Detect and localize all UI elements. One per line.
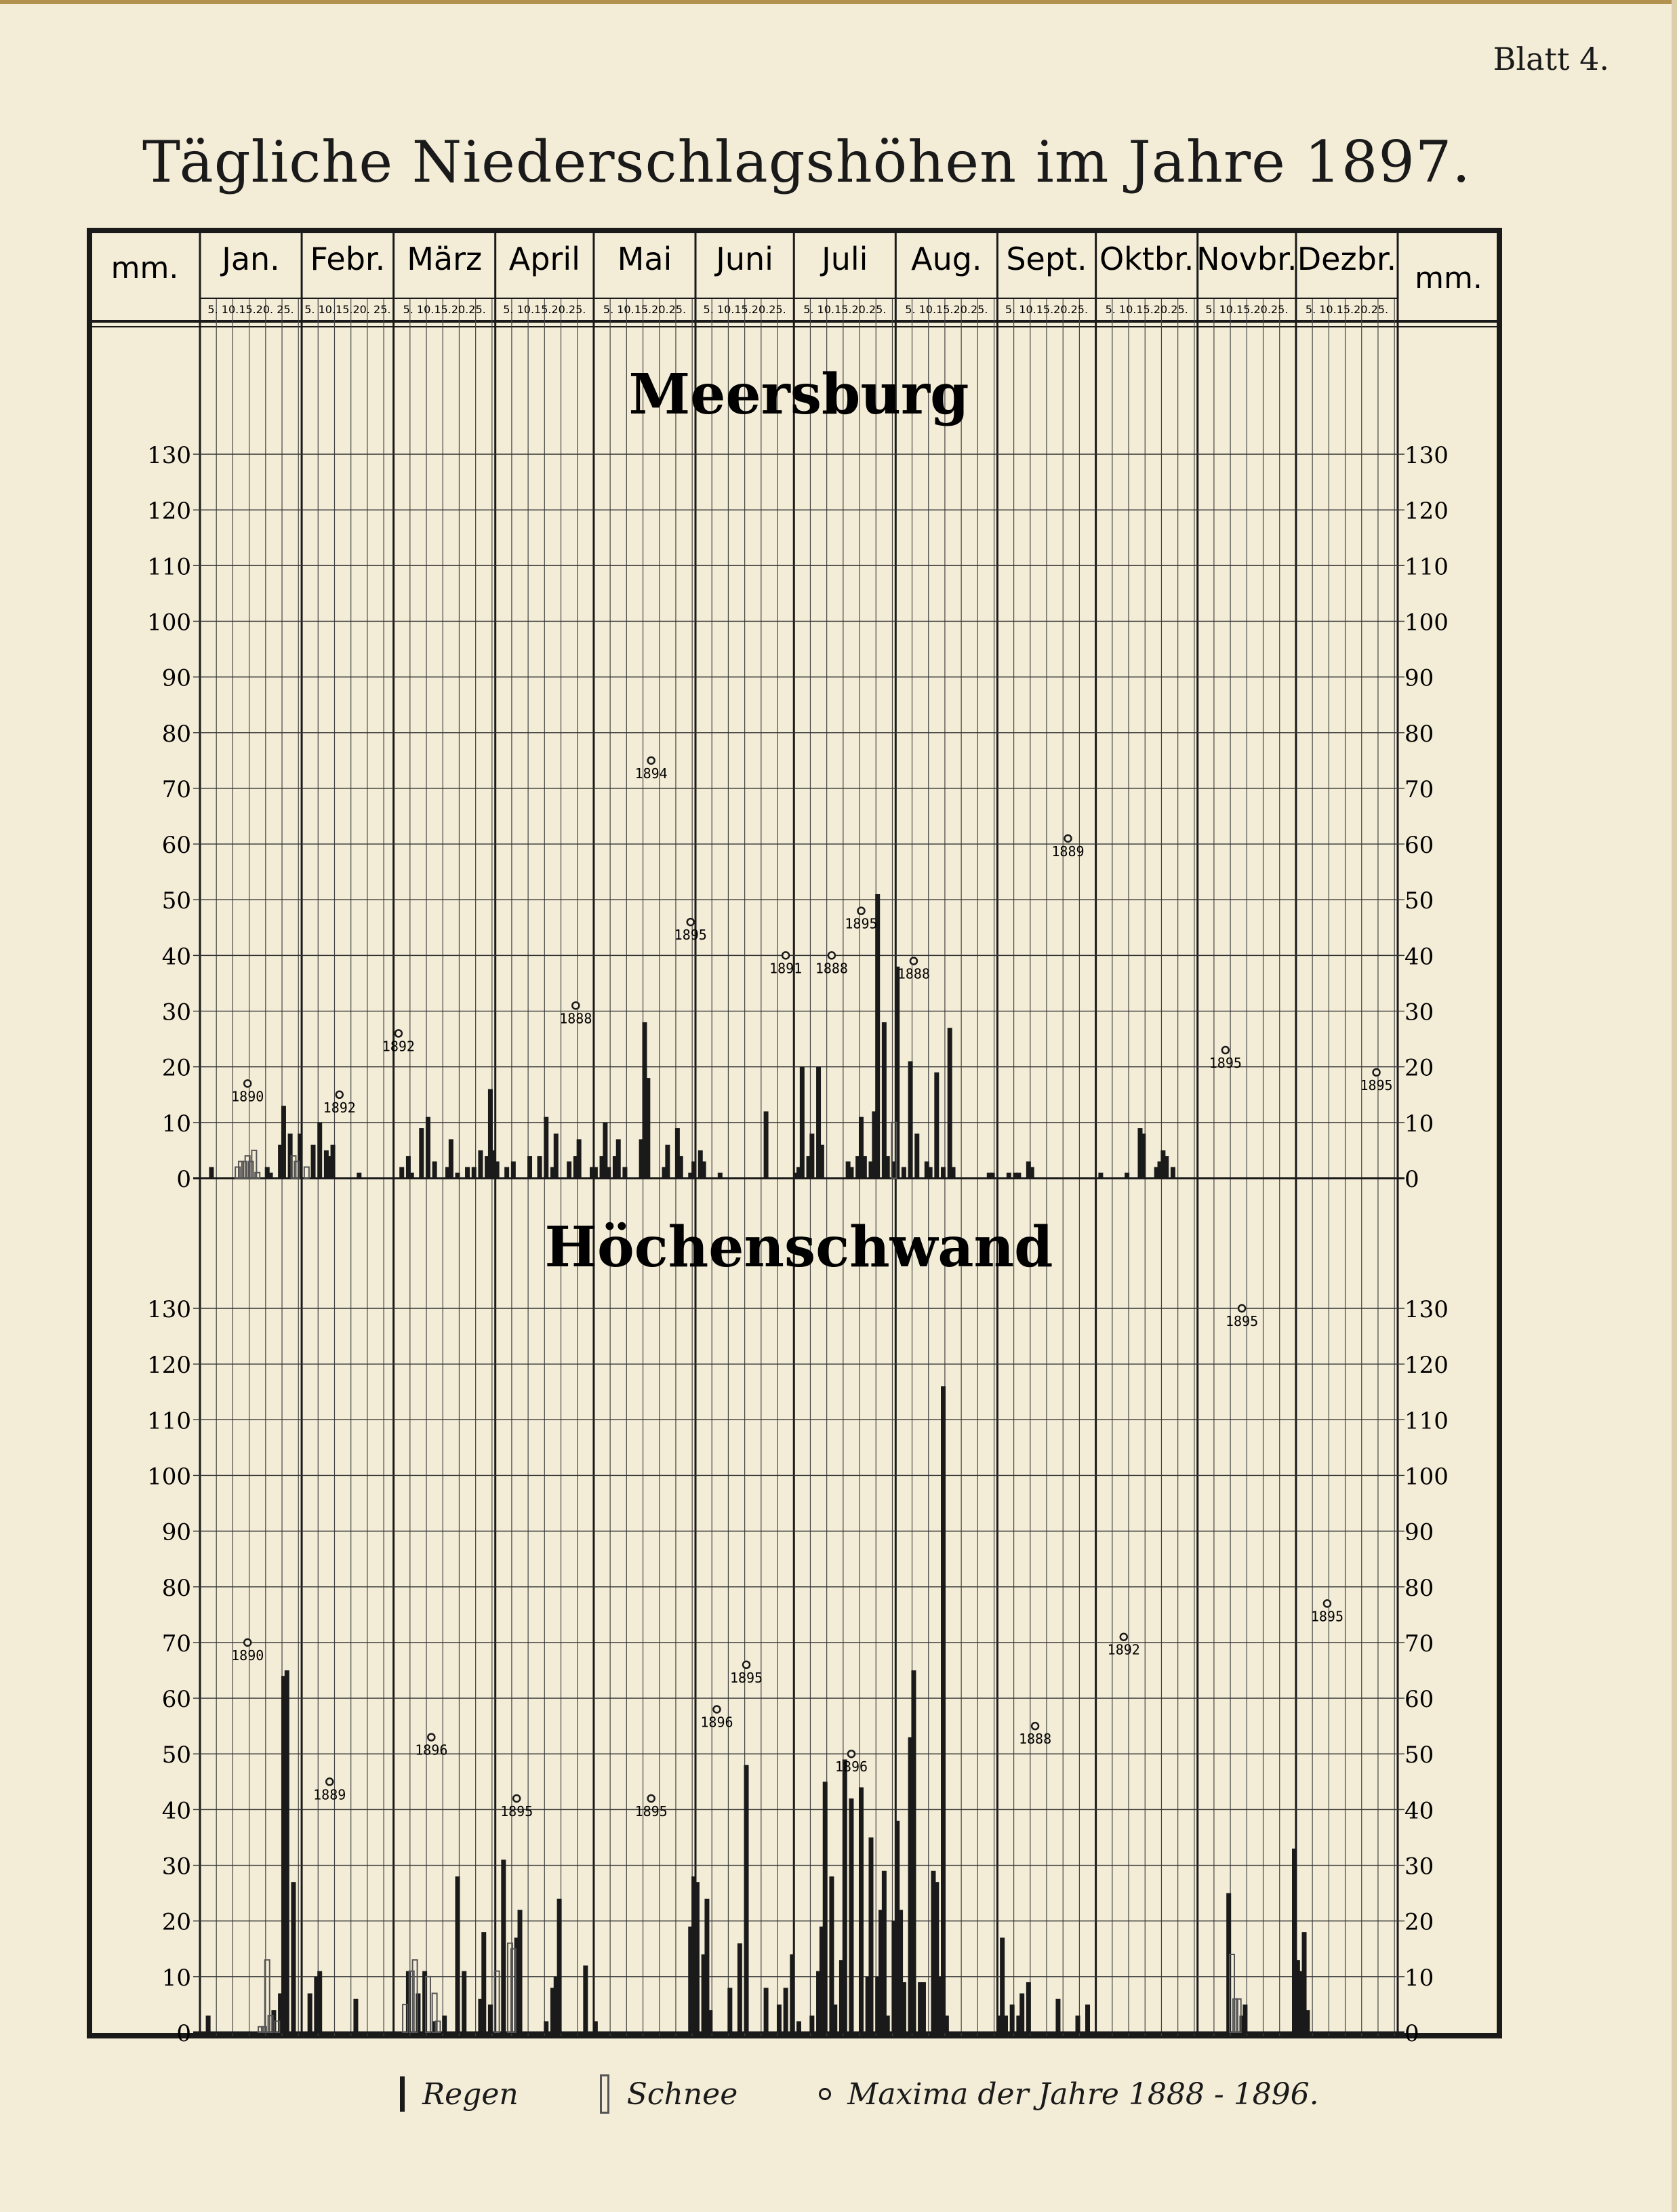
rain-bar <box>317 1123 322 1178</box>
rain-bar <box>885 1156 890 1178</box>
maxima-year-label: 1892 <box>323 1099 356 1116</box>
maxima-marker <box>336 1091 343 1098</box>
rain-bar <box>504 1167 509 1178</box>
rain-bar <box>911 1670 916 2032</box>
rain-bar <box>764 1111 769 1178</box>
station-title: Meersburg <box>628 362 969 427</box>
month-label: Dezbr. <box>1297 241 1397 277</box>
y-tick-label-right: 130 <box>1405 442 1449 469</box>
y-tick-label-right: 110 <box>1405 1407 1449 1435</box>
rain-bar <box>882 1871 887 2032</box>
legend-maxima <box>819 2077 1318 2112</box>
y-tick-label-right: 70 <box>1405 776 1434 803</box>
month-label: Aug. <box>911 241 982 277</box>
y-tick-label-right: 60 <box>1405 1686 1434 1714</box>
y-tick-label-left: 0 <box>176 2020 191 2047</box>
maxima-year-label: 1895 <box>845 915 878 932</box>
maxima-year-label: 1888 <box>897 965 931 982</box>
y-tick-label-left: 80 <box>161 1574 191 1602</box>
rain-bar <box>738 1944 742 2032</box>
maxima-year-label: 1888 <box>815 960 848 977</box>
y-tick-label-right: 70 <box>1405 1630 1434 1657</box>
unit-label-right: mm. <box>1415 261 1482 296</box>
rain-bar <box>426 1117 430 1178</box>
maxima-year-label: 1896 <box>834 1758 868 1775</box>
rain-bar <box>914 1133 919 1178</box>
rain-bar <box>478 1150 483 1178</box>
y-tick-label-right: 110 <box>1405 553 1449 581</box>
rain-bar <box>308 1993 312 2032</box>
rain-bar <box>331 1145 336 1178</box>
rain-bar <box>902 1982 906 2032</box>
rain-bar <box>1098 1173 1103 1178</box>
maxima-year-label: 1888 <box>559 1010 592 1027</box>
maxima-marker <box>513 1795 520 1802</box>
rain-bar <box>583 1965 588 2032</box>
rain-bar <box>1019 1993 1024 2032</box>
maxima-marker <box>848 1750 855 1757</box>
rain-bar <box>820 1145 824 1178</box>
month-label: April <box>508 241 580 277</box>
maxima-year-label: 1896 <box>415 1742 448 1758</box>
rain-bar <box>353 1999 358 2032</box>
month-day-ticks: 5. 10.15.20.25. <box>503 303 586 316</box>
maxima-marker <box>1222 1047 1229 1053</box>
rain-bar <box>462 1971 466 2032</box>
rain-bar <box>832 2005 837 2032</box>
month-day-ticks: 5. 10.15.20.25. <box>1105 303 1188 316</box>
rain-bar <box>291 1882 296 2032</box>
rain-bar <box>1026 1982 1031 2032</box>
rain-bar <box>1141 1133 1146 1178</box>
rain-bar <box>790 1954 794 2032</box>
y-tick-label-left: 10 <box>161 1110 191 1138</box>
rain-bar <box>206 2015 211 2032</box>
maxima-year-label: 1895 <box>634 1803 668 1819</box>
y-tick-label-left: 120 <box>147 498 191 525</box>
month-day-ticks: 5. 10.15.20.25. <box>403 303 486 316</box>
maxima-marker <box>648 757 655 764</box>
rain-bar <box>944 2015 949 2032</box>
y-tick-label-left: 40 <box>161 943 191 971</box>
y-tick-label-right: 90 <box>1405 664 1434 692</box>
month-day-ticks: 5. 10.15.20.25. <box>803 303 887 316</box>
y-tick-label-left: 50 <box>161 1742 191 1769</box>
unit-label-left: mm. <box>110 251 179 285</box>
y-tick-label-left: 40 <box>161 1797 191 1825</box>
rain-bar <box>809 2015 814 2032</box>
month-day-ticks: 5. 10.15.20.25. <box>905 303 988 316</box>
y-tick-label-left: 100 <box>147 609 191 637</box>
y-tick-label-right: 100 <box>1405 1463 1449 1491</box>
maxima-marker <box>326 1778 333 1785</box>
rain-bar <box>432 2022 437 2032</box>
y-tick-label-right: 120 <box>1405 1352 1449 1380</box>
month-label: Mai <box>617 241 672 277</box>
legend-rain-label: Regen <box>422 2076 519 2112</box>
maxima-marker <box>1373 1069 1380 1076</box>
maxima-marker <box>713 1706 720 1713</box>
maxima-marker <box>1120 1634 1127 1641</box>
chart-grid <box>200 230 1398 2036</box>
rain-bar <box>849 1798 853 2032</box>
maxima-marker <box>244 1080 251 1087</box>
rain-bar <box>593 1167 598 1178</box>
rain-bar <box>823 1782 828 2032</box>
maxima-year-label: 1890 <box>231 1088 264 1105</box>
y-tick-label-right: 10 <box>1405 1964 1434 1992</box>
y-tick-label-left: 30 <box>161 999 191 1026</box>
y-tick-label-right: 80 <box>1405 1574 1434 1602</box>
y-tick-label-left: 70 <box>161 1630 191 1657</box>
rain-bar <box>442 2015 447 2032</box>
maxima-marker <box>572 1002 579 1009</box>
maxima-marker <box>828 952 835 959</box>
maxima-marker <box>743 1662 750 1668</box>
rain-bar <box>1125 1173 1129 1178</box>
rain-bar <box>928 1167 933 1178</box>
maxima-marker <box>244 1639 251 1646</box>
maxima-year-label: 1895 <box>1310 1608 1344 1625</box>
month-header <box>111 241 1482 316</box>
rain-bar <box>501 1859 506 2032</box>
y-tick-label-left: 90 <box>161 664 191 692</box>
rain-bar <box>465 1167 470 1178</box>
rain-bar <box>285 1670 289 2032</box>
legend-rain <box>400 2076 519 2112</box>
rain-bar <box>409 1173 414 1178</box>
rain-bar <box>1305 2010 1310 2032</box>
maxima-marker <box>1324 1600 1331 1607</box>
month-day-ticks: 5. 10.15.20.25. <box>1205 303 1289 316</box>
rain-bar <box>406 1971 411 2032</box>
y-tick-label-right: 30 <box>1405 999 1434 1026</box>
rain-bar <box>456 1173 460 1178</box>
y-tick-label-right: 120 <box>1405 498 1449 525</box>
rain-bar <box>557 1899 562 2032</box>
y-tick-label-left: 30 <box>161 1853 191 1881</box>
rain-bar <box>908 1061 913 1178</box>
rain-bar <box>419 1128 424 1178</box>
rain-bar <box>567 1161 571 1178</box>
rain-bar <box>422 1971 427 2032</box>
maxima-year-label: 1892 <box>1107 1641 1140 1658</box>
y-tick-label-right: 80 <box>1405 720 1434 748</box>
maxima-year-label: 1895 <box>674 927 707 944</box>
rain-bar <box>869 1837 874 2032</box>
month-label: Jan. <box>222 241 280 277</box>
rain-bar <box>727 1988 732 2032</box>
rain-bar <box>665 1145 670 1178</box>
rain-bar <box>843 1759 847 2032</box>
y-tick-label-right: 0 <box>1405 1166 1419 1193</box>
rain-bar <box>875 894 880 1178</box>
y-tick-label-right: 20 <box>1405 1908 1434 1936</box>
month-day-ticks: 5. 10.15.20.25. <box>1005 303 1089 316</box>
rain-bar <box>495 1161 500 1178</box>
y-tick-label-left: 20 <box>161 1908 191 1936</box>
y-tick-label-right: 100 <box>1405 609 1449 637</box>
rain-bar <box>1016 1173 1021 1178</box>
y-tick-label-left: 130 <box>147 442 191 469</box>
maxima-year-label: 1895 <box>1360 1077 1393 1093</box>
rain-bar <box>921 1982 926 2032</box>
rain-bar <box>744 1765 749 2032</box>
rain-bar <box>449 1139 453 1178</box>
rain-bar <box>695 1882 700 2032</box>
rain-bar <box>357 1173 361 1178</box>
rain-bar <box>645 1078 650 1178</box>
maxima-year-label: 1888 <box>1018 1731 1052 1748</box>
station-title: Höchenschwand <box>544 1215 1053 1280</box>
y-tick-label-right: 60 <box>1405 832 1434 860</box>
rain-bar <box>882 1022 887 1178</box>
rain-bar <box>616 1139 621 1178</box>
month-day-ticks: 5. 10.15.20.25. <box>703 303 786 316</box>
y-tick-label-left: 10 <box>161 1964 191 1992</box>
rain-bar <box>209 1167 214 1178</box>
rain-bar <box>679 1156 683 1178</box>
rain-bar <box>1226 1893 1231 2032</box>
maxima-year-label: 1895 <box>500 1803 533 1819</box>
rain-bar <box>859 1788 864 2032</box>
y-tick-label-right: 40 <box>1405 1797 1434 1825</box>
legend-snow-label: Schnee <box>626 2076 738 2112</box>
y-tick-label-right: 90 <box>1405 1519 1434 1546</box>
maxima-marker <box>1238 1305 1245 1312</box>
sheet-label: Blatt 4. <box>1493 41 1609 77</box>
rain-bar <box>317 1971 322 2032</box>
rain-bar <box>538 1156 542 1178</box>
y-tick-label-right: 130 <box>1405 1296 1449 1323</box>
rain-bar <box>511 1161 516 1178</box>
month-day-ticks: 5. 10.15.20.25. <box>603 303 687 316</box>
rain-bar <box>1171 1167 1175 1178</box>
y-tick-label-left: 100 <box>147 1463 191 1491</box>
rain-bar <box>764 1988 769 2032</box>
rain-bar <box>488 2005 493 2032</box>
station-panel <box>147 362 1449 1193</box>
maxima-year-label: 1894 <box>634 765 668 782</box>
rain-bar <box>298 1133 302 1178</box>
month-label: Juni <box>716 241 773 277</box>
rain-bar <box>593 2022 598 2032</box>
y-tick-label-left: 90 <box>161 1519 191 1546</box>
maxima-marker <box>857 908 864 914</box>
legend-snow <box>600 2074 738 2114</box>
rain-bar <box>796 2022 801 2032</box>
month-label: März <box>407 241 483 277</box>
maxima-circle-icon <box>819 2088 831 2100</box>
rain-bar <box>941 1167 946 1178</box>
maxima-year-label: 1889 <box>1051 843 1085 860</box>
rain-bar <box>281 1106 286 1178</box>
maxima-marker <box>687 919 694 925</box>
rain-bar <box>518 1910 523 2032</box>
rain-bar <box>862 1156 867 1178</box>
snow-bar <box>251 1150 256 1178</box>
y-tick-label-right: 50 <box>1405 887 1434 915</box>
month-label: Sept. <box>1006 241 1087 277</box>
y-tick-label-left: 120 <box>147 1352 191 1380</box>
rain-bar <box>1003 2015 1008 2032</box>
maxima-year-label: 1896 <box>700 1714 733 1731</box>
maxima-year-label: 1891 <box>769 960 803 977</box>
rain-bar <box>1164 1156 1169 1178</box>
maxima-year-label: 1890 <box>231 1647 264 1664</box>
rain-bar <box>990 1173 995 1178</box>
maxima-marker <box>910 958 917 965</box>
maxima-marker <box>395 1030 402 1037</box>
y-tick-label-left: 50 <box>161 887 191 915</box>
rain-bar <box>1007 1173 1011 1178</box>
maxima-year-label: 1895 <box>1209 1055 1242 1072</box>
month-label: Juli <box>822 241 868 277</box>
rain-bar <box>809 1133 814 1178</box>
rain-bar <box>708 2010 712 2032</box>
rain-bar <box>481 1932 486 2032</box>
maxima-year-label: 1889 <box>313 1786 346 1803</box>
snow-bar <box>235 1167 240 1178</box>
y-tick-label-right: 10 <box>1405 1110 1434 1138</box>
y-tick-label-left: 60 <box>161 832 191 860</box>
rain-bar <box>544 2022 548 2032</box>
rain-bar <box>702 1161 706 1178</box>
snow-bar <box>242 1161 247 1178</box>
rain-bar <box>554 1133 559 1178</box>
rain-bar <box>472 1167 477 1178</box>
rain-bar <box>718 1173 723 1178</box>
rain-bar <box>691 1161 696 1178</box>
rain-bar <box>951 1167 956 1178</box>
rain-bar <box>885 2015 890 2032</box>
y-tick-label-right: 40 <box>1405 943 1434 971</box>
y-tick-label-left: 70 <box>161 776 191 803</box>
maxima-year-label: 1892 <box>382 1038 415 1055</box>
rain-bar <box>895 967 900 1178</box>
rain-bar <box>948 1028 952 1178</box>
rain-bar <box>606 1167 611 1178</box>
rain-bar <box>784 1988 788 2032</box>
rain-bar <box>1075 2015 1080 2032</box>
rain-swatch <box>400 2076 405 2112</box>
rain-bar <box>416 1993 420 2032</box>
month-label: Novbr. <box>1196 241 1297 277</box>
page-title: Tägliche Niederschlagshöhen im Jahre 1897. <box>142 129 1471 195</box>
rain-bar <box>1010 2005 1015 2032</box>
snow-bar <box>239 1161 243 1178</box>
y-tick-label-right: 50 <box>1405 1742 1434 1769</box>
y-tick-label-left: 0 <box>176 1166 191 1193</box>
y-tick-label-left: 80 <box>161 720 191 748</box>
snow-bar <box>304 1167 309 1178</box>
legend <box>400 2074 1400 2114</box>
y-tick-label-left: 60 <box>161 1686 191 1714</box>
month-day-ticks: 5. 10.15.20. 25. <box>304 303 391 316</box>
rain-bar <box>577 1139 582 1178</box>
snow-swatch <box>600 2074 609 2114</box>
month-label: Oktbr. <box>1099 241 1194 277</box>
station-panels <box>147 362 1449 2047</box>
y-tick-label-right: 0 <box>1405 2020 1419 2047</box>
y-tick-label-left: 110 <box>147 1407 191 1435</box>
rain-bar <box>902 1167 906 1178</box>
legend-maxima-label: Maxima der Jahre 1888 - 1896. <box>847 2076 1319 2112</box>
maxima-marker <box>782 952 789 959</box>
rain-bar <box>934 1072 939 1178</box>
rain-bar <box>1085 2005 1090 2032</box>
y-tick-label-right: 20 <box>1405 1054 1434 1082</box>
rain-bar <box>849 1167 853 1178</box>
rain-bar <box>800 1067 805 1178</box>
rain-bar <box>1030 1167 1034 1178</box>
maxima-year-label: 1895 <box>729 1669 763 1686</box>
y-tick-label-left: 110 <box>147 553 191 581</box>
month-label: Febr. <box>310 241 386 277</box>
y-tick-label-left: 20 <box>161 1054 191 1082</box>
rain-bar <box>399 1167 404 1178</box>
rain-bar <box>544 1117 548 1178</box>
station-panel <box>147 1215 1449 2047</box>
rain-bar <box>777 2005 782 2032</box>
y-tick-label-left: 130 <box>147 1296 191 1323</box>
rain-bar <box>622 1167 627 1178</box>
maxima-marker <box>1032 1723 1038 1729</box>
rain-bar <box>311 1145 316 1178</box>
rain-bar <box>1242 2005 1247 2032</box>
maxima-year-label: 1895 <box>1225 1313 1259 1329</box>
rain-bar <box>432 1161 437 1178</box>
maxima-marker <box>648 1795 655 1802</box>
rain-bar <box>527 1156 532 1178</box>
rain-bar <box>941 1386 946 2032</box>
maxima-marker <box>428 1734 435 1741</box>
snow-bar <box>1233 1999 1238 2032</box>
maxima-marker <box>1064 835 1071 842</box>
month-day-ticks: 5. 10.15.20.25. <box>1305 303 1389 316</box>
y-tick-label-right: 30 <box>1405 1853 1434 1881</box>
month-day-ticks: 5. 10.15.20. 25. <box>207 303 294 316</box>
rain-bar <box>456 1876 460 2032</box>
rain-bar <box>1055 1999 1060 2032</box>
rain-bar <box>268 1173 273 1178</box>
